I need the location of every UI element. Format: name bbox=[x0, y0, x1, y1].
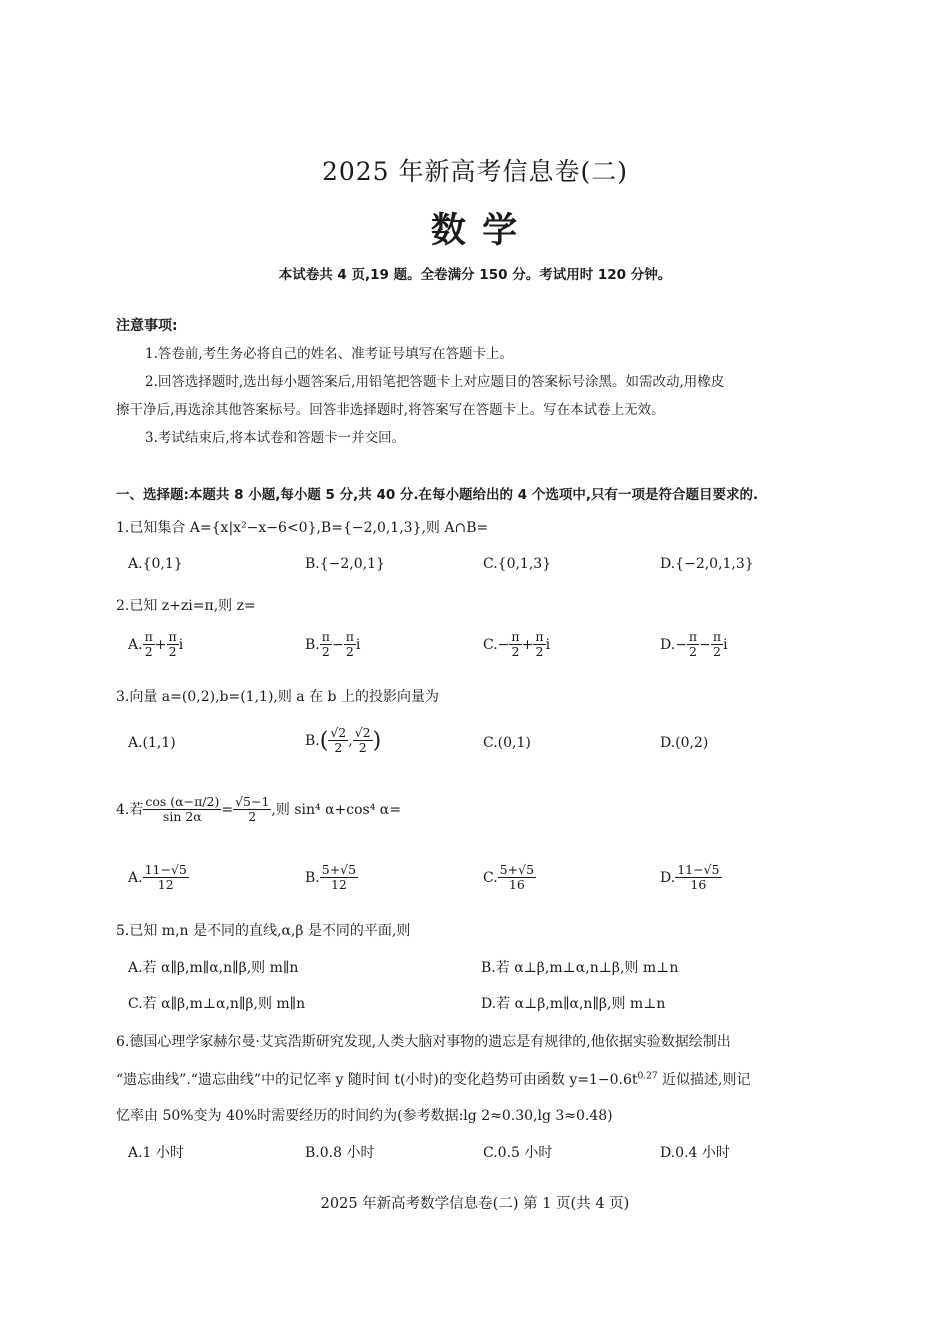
q2-option-d: D.− $\frac{\pi}{2}$ − $\frac{\pi}{2}$ i bbox=[660, 629, 728, 660]
page-footer: 2025 年新高考数学信息卷(二) 第 1 页(共 4 页) bbox=[320, 1196, 630, 1212]
notice-item-2: 2.回答选择题时,选出每小题答案后,用铅笔把答题卡上对应题目的答案标号涂黑。如需改动,用橡皮 bbox=[145, 374, 725, 390]
notice-heading: 注意事项: bbox=[116, 318, 178, 334]
q6-line-3: 忆率由 50%变为 40%时需要经历的时间约为(参考数据:lg 2≈0.30,lg 3≈0.48) bbox=[116, 1108, 613, 1124]
q1-option-a: A.{0,1} bbox=[128, 556, 183, 572]
q2-stem: 2.已知 z+zi=π,则 z= bbox=[116, 598, 256, 614]
exam-info: 本试卷共 4 页,19 题。全卷满分 150 分。考试用时 120 分钟。 bbox=[278, 267, 672, 283]
q6-option-c: C.0.5 小时 bbox=[483, 1145, 553, 1161]
q5-option-a: A.若 α∥β,m∥α,n∥β,则 m∥n bbox=[128, 960, 299, 976]
q1-option-c: C.{0,1,3} bbox=[483, 556, 552, 572]
q4-stem: 4.若 $\frac{\cos (\alpha-\pi/2)}{\sin 2\alpha}$ = $\frac{√5-1}{2}$ ,则 sin⁴ α+cos⁴ α= bbox=[116, 794, 401, 825]
q2-option-a: A. $\frac{\pi}{2}$ + $\frac{\pi}{2}$ i bbox=[128, 629, 184, 660]
q3-stem: 3.向量 a=(0,2),b=(1,1),则 a 在 b 上的投影向量为 bbox=[116, 689, 439, 705]
q1-stem: 1.已知集合 A={x|x²−x−6<0},B={−2,0,1,3},则 A∩B= bbox=[116, 520, 489, 536]
section-1-heading: 一、选择题:本题共 8 小题,每小题 5 分,共 40 分.在每小题给出的 4 个选项中,只有一项是符合题目要求的. bbox=[116, 487, 759, 503]
q6-option-d: D.0.4 小时 bbox=[660, 1145, 730, 1161]
q6-option-b: B.0.8 小时 bbox=[305, 1145, 375, 1161]
q4-option-b: B. $\frac{5+√5}{12}$ bbox=[305, 862, 357, 893]
q1-option-b: B.{−2,0,1} bbox=[305, 556, 385, 572]
q4-option-a: A. $\frac{11-√5}{12}$ bbox=[128, 862, 187, 893]
q6-line-1: 6.德国心理学家赫尔曼·艾宾浩斯研究发现,人类大脑对事物的遗忘是有规律的,他依据实验数据绘制出 bbox=[116, 1034, 731, 1050]
q3-option-b: B.( $\frac{√2}{2}$ , $\frac{√2}{2}$ ) bbox=[305, 725, 382, 756]
q2-option-b: B. $\frac{\pi}{2}$ − $\frac{\pi}{2}$ i bbox=[305, 629, 361, 660]
notice-item-3: 3.考试结束后,将本试卷和答题卡一并交回。 bbox=[145, 430, 406, 446]
q2-option-c: C.− $\frac{\pi}{2}$ + $\frac{\pi}{2}$ i bbox=[483, 629, 551, 660]
notice-item-1: 1.答卷前,考生务必将自己的姓名、准考证号填写在答题卡上。 bbox=[145, 346, 514, 362]
q5-stem: 5.已知 m,n 是不同的直线,α,β 是不同的平面,则 bbox=[116, 923, 411, 939]
q5-option-b: B.若 α⊥β,m⊥α,n⊥β,则 m⊥n bbox=[481, 960, 679, 976]
notice-item-2-cont: 擦干净后,再选涂其他答案标号。回答非选择题时,将答案写在答题卡上。写在本试卷上无效。 bbox=[116, 402, 665, 418]
q3-option-d: D.(0,2) bbox=[660, 735, 709, 751]
subject-title: 数 学 bbox=[430, 210, 520, 251]
q6-option-a: A.1 小时 bbox=[128, 1145, 184, 1161]
q6-line-2: “遗忘曲线”.“遗忘曲线”中的记忆率 y 随时间 t(小时)的变化趋势可由函数 $y=1-0.6t^{0.27}$ 近似描述,则记 bbox=[116, 1071, 751, 1088]
q1-option-d: D.{−2,0,1,3} bbox=[660, 556, 754, 572]
exam-title: 2025 年新高考信息卷(二) bbox=[321, 157, 629, 186]
q3-option-c: C.(0,1) bbox=[483, 735, 531, 751]
q4-option-d: D. $\frac{11-√5}{16}$ bbox=[660, 862, 720, 893]
q4-option-c: C. $\frac{5+√5}{16}$ bbox=[483, 862, 535, 893]
q3-option-a: A.(1,1) bbox=[128, 735, 176, 751]
q5-option-c: C.若 α∥β,m⊥α,n∥β,则 m∥n bbox=[128, 996, 306, 1012]
q5-option-d: D.若 α⊥β,m∥α,n∥β,则 m⊥n bbox=[481, 996, 666, 1012]
